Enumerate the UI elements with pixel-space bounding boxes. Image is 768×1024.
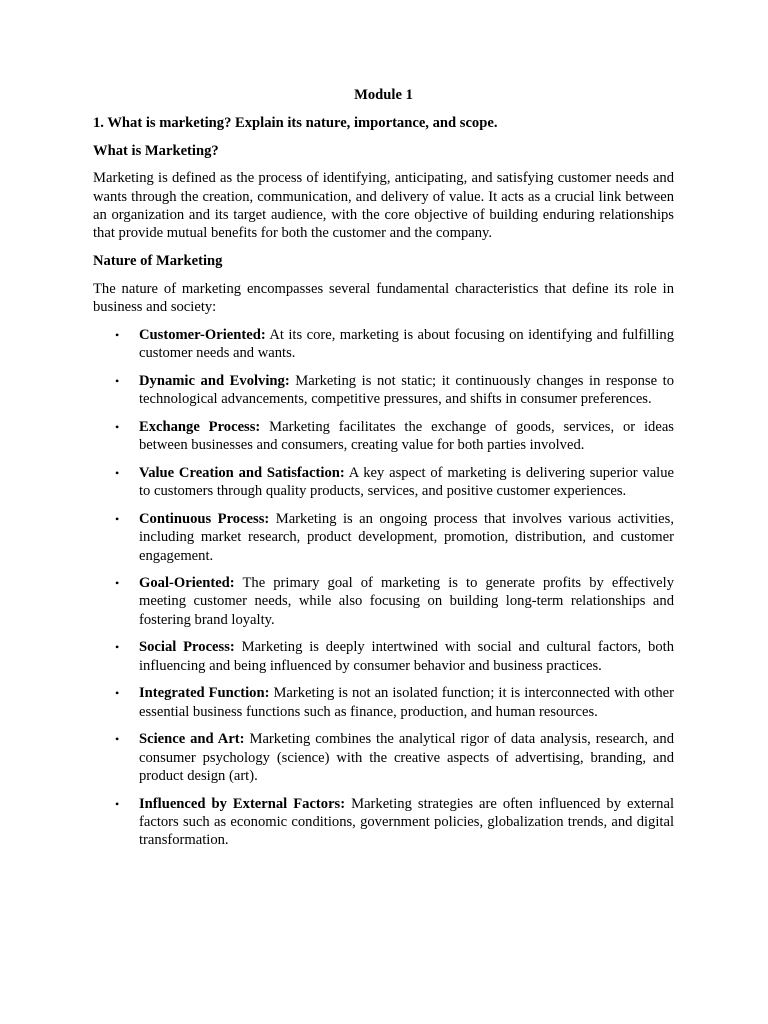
bullet-icon: •	[115, 796, 120, 811]
bullet-text: Marketing combines the analytical rigor of data analysis, research, and consumer psychology (science) with the creative aspects of advertising, branding, and product design (art).	[139, 731, 674, 785]
bullet-term: Customer-Oriented:	[139, 326, 266, 343]
bullet-term: Integrated Function:	[139, 685, 270, 702]
what-is-marketing-heading: What is Marketing?	[93, 142, 219, 159]
bullet-term: Dynamic and Evolving:	[139, 372, 290, 389]
bullet-icon: •	[115, 640, 120, 655]
bullet-text: Marketing facilitates the exchange of goods, services, or ideas between businesses and consumers, creating value for both parties involved.	[139, 418, 674, 454]
list-item	[93, 372, 674, 409]
document-page	[93, 86, 674, 859]
bullet-icon: •	[115, 732, 120, 747]
bullet-term: Social Process:	[139, 639, 235, 656]
question-heading: 1. What is marketing? Explain its nature, importance, and scope.	[93, 114, 498, 131]
bullet-text: At its core, marketing is about focusing on identifying and fulfilling customer needs and wants.	[139, 326, 674, 362]
bullet-icon: •	[115, 465, 120, 480]
nature-bullet-list	[93, 326, 674, 850]
bullet-term: Continuous Process:	[139, 510, 270, 527]
bullet-text: Marketing is deeply intertwined with social and cultural factors, both influencing and being influenced by consumer behavior and business practices.	[139, 639, 674, 674]
list-item	[93, 684, 674, 721]
bullet-text: Marketing is not static; it continuously changes in response to technological advancements, competitive pressures, and shifts in consumer preferences.	[139, 372, 674, 408]
bullet-text: Marketing strategies are often influenced by external factors such as economic conditions, government policies, globalization trends, and digital transformation.	[139, 795, 674, 849]
bullet-term: Influenced by External Factors:	[139, 795, 346, 812]
bullet-icon: •	[115, 686, 120, 701]
list-item	[93, 510, 674, 565]
nature-intro-paragraph: The nature of marketing encompasses several fundamental characteristics that define its role in business and society:	[93, 280, 674, 316]
bullet-term: Exchange Process:	[139, 418, 261, 435]
list-item	[93, 326, 674, 363]
list-item	[93, 638, 674, 675]
bullet-text: The primary goal of marketing is to generate profits by effectively meeting customer needs, while also focusing on building long-term relationships and fostering brand loyalty.	[139, 575, 674, 628]
list-item	[93, 418, 674, 455]
definition-paragraph: Marketing is defined as the process of identifying, anticipating, and satisfying customer needs and wants through the creation, communication, and delivery of value. It acts as a crucial link between an organization and its target audience, with the core objective of building enduring relationships that provide mutual benefits for both the customer and the company.	[93, 170, 674, 242]
bullet-icon: •	[115, 576, 120, 591]
bullet-term: Goal-Oriented:	[139, 575, 235, 592]
list-item	[93, 730, 674, 785]
module-title: Module 1	[354, 87, 413, 103]
bullet-term: Science and Art:	[139, 731, 245, 748]
bullet-icon: •	[115, 373, 120, 388]
bullet-icon: •	[115, 327, 120, 342]
bullet-text: Marketing is not an isolated function; it is interconnected with other essential business functions such as finance, production, and human resources.	[139, 685, 674, 720]
list-item	[93, 795, 674, 850]
list-item	[93, 574, 674, 629]
list-item	[93, 464, 674, 501]
bullet-icon: •	[115, 419, 120, 434]
bullet-term: Value Creation and Satisfaction:	[139, 464, 345, 481]
bullet-icon: •	[115, 511, 120, 526]
bullet-text: Marketing is an ongoing process that involves various activities, including market research, product development, promotion, distribution, and customer engagement.	[139, 510, 674, 564]
bullet-text: A key aspect of marketing is delivering superior value to customers through quality products, services, and positive customer experiences.	[139, 464, 674, 500]
nature-of-marketing-heading: Nature of Marketing	[93, 253, 223, 270]
